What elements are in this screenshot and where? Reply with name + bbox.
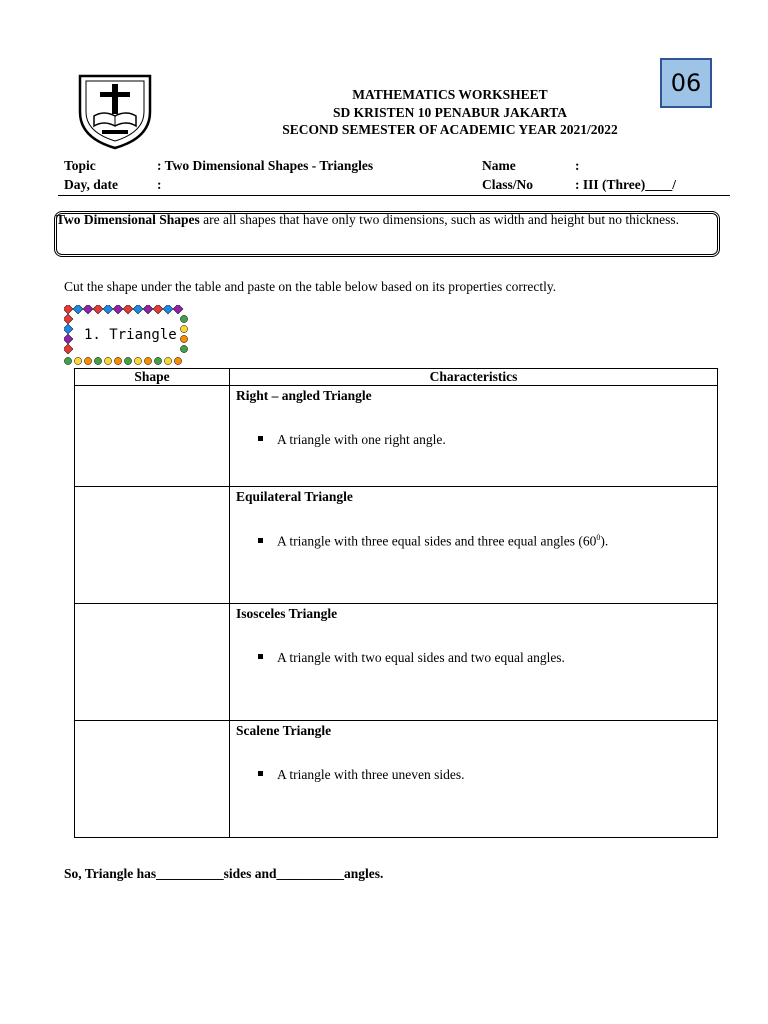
table-row	[75, 604, 718, 721]
triangle-description: A triangle with three equal sides and three equal angles (60	[277, 533, 597, 549]
border-ornament	[173, 305, 183, 314]
class-value: : III (Three)____/	[575, 177, 676, 192]
definition-term: Two Dimensional Shapes	[56, 212, 200, 227]
triangle-name: Right – angled Triangle	[236, 388, 372, 403]
triangle-properties-table	[74, 368, 718, 838]
shape-paste-cell[interactable]	[75, 721, 230, 838]
border-ornament	[73, 305, 83, 314]
border-ornament	[124, 357, 131, 364]
bullet-icon	[258, 654, 263, 659]
bullet-icon	[258, 771, 263, 776]
definition-text	[56, 211, 706, 228]
school-name: SD KRISTEN 10 PENABUR JAKARTA	[332, 105, 568, 120]
page-number-badge: 06	[660, 58, 712, 108]
border-ornament	[134, 357, 141, 364]
characteristics-column-header: Characteristics	[230, 369, 718, 386]
name-value: :	[575, 158, 580, 173]
table-header-row	[75, 369, 718, 386]
triangle-description: A triangle with one right angle.	[277, 432, 446, 447]
instruction-text: Cut the shape under the table and paste on the table below based on its properties correctly.	[64, 279, 557, 294]
table-row	[75, 487, 718, 604]
border-ornament	[180, 315, 187, 322]
description-suffix: ).	[600, 533, 609, 549]
border-ornament	[83, 305, 93, 314]
day-date-value: :	[157, 177, 162, 192]
characteristics-cell	[230, 604, 718, 721]
header-divider	[58, 195, 730, 196]
border-ornament	[163, 305, 173, 314]
triangle-description: A triangle with two equal sides and two equal angles.	[277, 650, 565, 665]
border-ornament	[143, 305, 153, 314]
table-row	[75, 721, 718, 838]
shape-paste-cell[interactable]	[75, 487, 230, 604]
shape-column-header: Shape	[75, 369, 230, 386]
triangle-description: A triangle with three uneven sides.	[277, 767, 465, 782]
day-date-label: Day, date	[64, 177, 118, 192]
characteristics-cell	[230, 386, 718, 487]
border-ornament	[144, 357, 151, 364]
border-ornament	[84, 357, 91, 364]
border-ornament	[164, 357, 171, 364]
table-row	[75, 386, 718, 487]
topic-value: : Two Dimensional Shapes - Triangles	[157, 158, 374, 173]
degree-superscript: 0	[596, 533, 601, 542]
border-ornament	[153, 305, 163, 314]
border-ornament	[64, 305, 73, 314]
triangle-section-label	[64, 305, 188, 365]
border-ornament	[103, 305, 113, 314]
border-ornament	[154, 357, 161, 364]
shape-paste-cell[interactable]	[75, 386, 230, 487]
list-item	[230, 767, 717, 783]
border-ornament	[94, 357, 101, 364]
border-ornament	[113, 305, 123, 314]
bullet-icon	[258, 538, 263, 543]
border-ornament	[114, 357, 121, 364]
summary-fill-in: So, Triangle has__________sides and__________angles.	[64, 866, 384, 881]
class-label: Class/No	[482, 177, 534, 192]
shape-paste-cell[interactable]	[75, 604, 230, 721]
school-crest-icon	[74, 72, 156, 150]
list-item	[230, 650, 717, 666]
border-ornament	[180, 335, 187, 342]
list-item	[230, 533, 717, 550]
characteristics-cell	[230, 487, 718, 604]
border-ornament	[64, 314, 73, 324]
border-ornament	[74, 357, 81, 364]
triangle-name: Equilateral Triangle	[236, 489, 353, 504]
list-item	[230, 432, 717, 448]
name-label: Name	[482, 158, 516, 173]
triangle-name: Isosceles Triangle	[236, 606, 338, 621]
border-ornament	[180, 325, 187, 332]
border-ornament	[174, 357, 181, 364]
border-ornament	[64, 357, 71, 364]
border-ornament	[64, 344, 73, 354]
border-ornament	[93, 305, 103, 314]
border-ornament	[104, 357, 111, 364]
border-ornament	[180, 345, 187, 352]
border-ornament	[123, 305, 133, 314]
triangle-name: Scalene Triangle	[236, 723, 332, 738]
border-ornament	[64, 324, 73, 334]
topic-label: Topic	[64, 158, 96, 173]
border-ornament	[64, 334, 73, 344]
worksheet-title: MATHEMATICS WORKSHEET	[352, 87, 548, 102]
semester-line: SECOND SEMESTER OF ACADEMIC YEAR 2021/2022	[282, 122, 618, 137]
characteristics-cell	[230, 721, 718, 838]
border-ornament	[133, 305, 143, 314]
section-label-text: 1. Triangle	[84, 327, 177, 343]
definition-rest: are all shapes that have only two dimensions, such as width and height but no thickness.	[199, 212, 679, 227]
bullet-icon	[258, 436, 263, 441]
